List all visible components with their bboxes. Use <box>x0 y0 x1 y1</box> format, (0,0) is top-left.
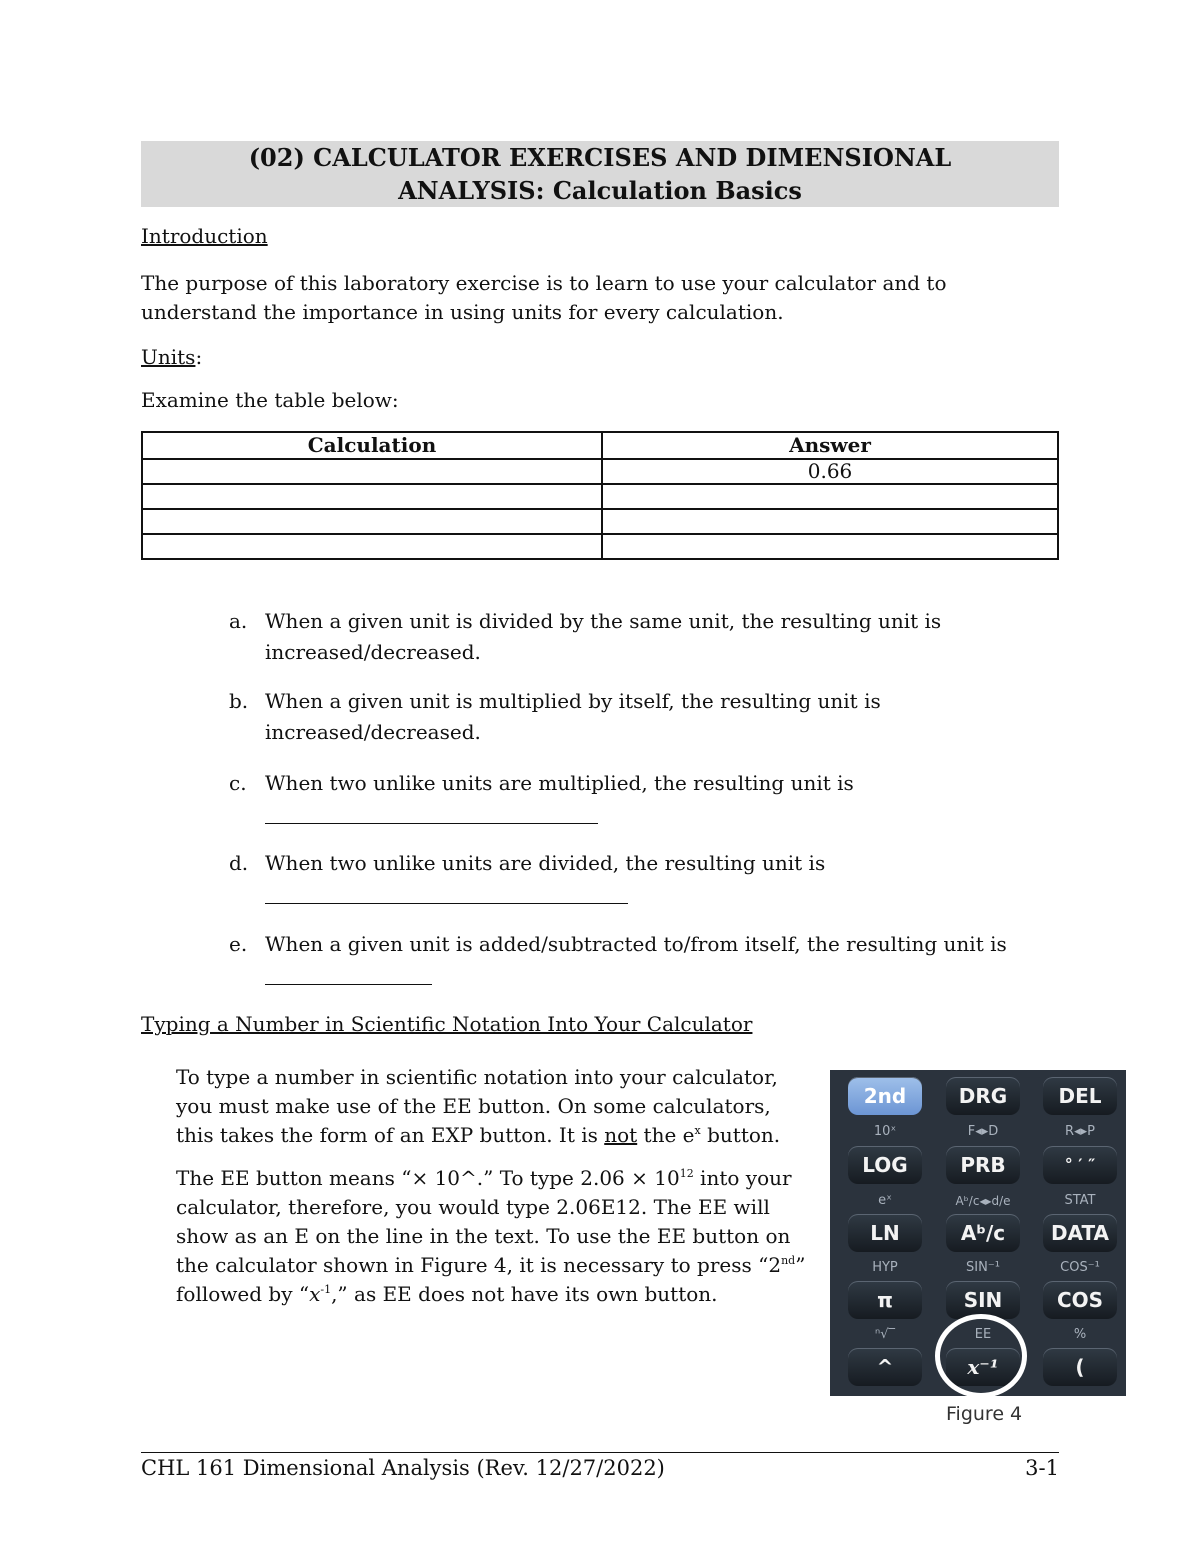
key-x-inverse[interactable]: x⁻¹ <box>946 1348 1020 1386</box>
scientific-notation-heading: Typing a Number in Scientific Notation Into Your Calculator <box>141 1012 753 1036</box>
text-run: into your <box>693 1166 792 1190</box>
table-cell <box>142 459 602 484</box>
question-label: e. <box>229 932 248 956</box>
key-del[interactable]: DEL <box>1043 1077 1117 1115</box>
header-calculation: Calculation <box>142 432 602 459</box>
key-open-paren[interactable]: ( <box>1043 1348 1117 1386</box>
emphasis-not: not <box>604 1123 638 1147</box>
introduction-heading: Introduction <box>141 224 268 248</box>
key-drg-secondary: F◂▸D <box>967 1124 999 1139</box>
question-label: b. <box>229 689 249 713</box>
figure-caption: Figure 4 <box>946 1403 1023 1425</box>
text-run: followed by “ <box>176 1282 310 1306</box>
question-label: a. <box>229 609 248 633</box>
key-pi[interactable]: π <box>848 1281 922 1319</box>
table-row <box>142 459 1058 484</box>
table-row <box>142 534 1058 559</box>
intro-line-1: The purpose of this laboratory exercise is to learn to use your calculator and to <box>141 271 947 295</box>
key-data-secondary: COS⁻¹ <box>1060 1260 1100 1275</box>
table-cell <box>602 484 1058 509</box>
table-cell <box>142 484 602 509</box>
table-header-row <box>142 432 1058 459</box>
table-cell: 0.66 <box>602 459 1058 484</box>
footer-divider <box>141 1452 1059 1453</box>
superscript: 12 <box>679 1167 694 1180</box>
key-degrees-secondary: STAT <box>1064 1193 1096 1208</box>
sci-p2-line-5 <box>176 1280 805 1309</box>
sci-p2-line-2: calculator, therefore, you would type 2.06E12. The EE will <box>176 1195 770 1219</box>
units-colon: : <box>195 345 203 369</box>
text-run: button. <box>700 1123 781 1147</box>
title-line-1: (02) CALCULATOR EXERCISES AND DIMENSIONAL <box>248 143 952 172</box>
italic-x: x <box>309 1282 321 1306</box>
table-row <box>142 484 1058 509</box>
key-data[interactable]: DATA <box>1043 1214 1117 1252</box>
footer-title: CHL 161 Dimensional Analysis (Rev. 12/27/2022) <box>141 1456 665 1480</box>
sci-paragraph-1 <box>176 1063 780 1150</box>
sci-p1-line-3 <box>176 1121 780 1150</box>
intro-paragraph <box>141 269 947 327</box>
question-label: c. <box>229 771 247 795</box>
key-log-secondary: eˣ <box>878 1193 892 1208</box>
superscript: nd <box>781 1254 796 1267</box>
table-cell <box>602 509 1058 534</box>
key-sin[interactable]: SIN <box>946 1281 1020 1319</box>
page-title <box>141 141 1059 207</box>
question-text-line-1: When two unlike units are divided, the resulting unit is <box>265 851 826 875</box>
key-prb[interactable]: PRB <box>946 1146 1020 1184</box>
sci-p2-line-1 <box>176 1164 805 1193</box>
key-prb-secondary: Aᵇ/c◂▸d/e <box>955 1194 1011 1208</box>
key-cos-secondary: % <box>1073 1327 1087 1342</box>
units-table <box>141 431 1059 560</box>
table-cell <box>602 534 1058 559</box>
superscript: x <box>694 1124 701 1137</box>
text-run: this takes the form of an EXP button. It is <box>176 1123 605 1147</box>
highlight-circle <box>935 1314 1027 1398</box>
key-ln-secondary: HYP <box>872 1260 898 1275</box>
answer-blank-e[interactable] <box>265 984 432 985</box>
question-text-line-2: increased/decreased. <box>265 640 481 664</box>
key-log[interactable]: LOG <box>848 1146 922 1184</box>
key-sin-secondary: EE <box>974 1327 992 1342</box>
superscript: -1 <box>320 1283 332 1296</box>
key-cos[interactable]: COS <box>1043 1281 1117 1319</box>
units-heading-line <box>141 343 202 372</box>
text-run: The EE button means “× 10^.” To type 2.06 × 10 <box>176 1166 680 1190</box>
question-text-line-1: When a given unit is divided by the same unit, the resulting unit is <box>265 609 942 633</box>
sci-p2-line-4 <box>176 1251 805 1280</box>
sci-paragraph-2 <box>176 1164 805 1309</box>
text-run: the e <box>637 1123 695 1147</box>
sci-p1-line-1: To type a number in scientific notation into your calculator, <box>176 1065 778 1089</box>
answer-blank-d[interactable] <box>265 903 628 904</box>
text-run: ,” as EE does not have its own button. <box>331 1282 718 1306</box>
units-heading: Units <box>141 345 196 369</box>
question-text-line-2: increased/decreased. <box>265 720 481 744</box>
table-cell <box>142 534 602 559</box>
question-text-line-1: When a given unit is multiplied by itself, the resulting unit is <box>265 689 881 713</box>
question-text-line-1: When a given unit is added/subtracted to/from itself, the resulting unit is <box>265 932 1007 956</box>
key-fraction-secondary: SIN⁻¹ <box>966 1260 1000 1275</box>
question-label: d. <box>229 851 249 875</box>
examine-text: Examine the table below: <box>141 388 399 412</box>
key-pi-secondary: ⁿ√‾ <box>875 1327 895 1342</box>
sci-p2-line-3: show as an E on the line in the text. To use the EE button on <box>176 1224 791 1248</box>
key-fraction[interactable]: Aᵇ/c <box>946 1214 1020 1252</box>
key-2nd-secondary: 10ˣ <box>873 1124 897 1139</box>
header-answer: Answer <box>602 432 1058 459</box>
key-del-secondary: R◂▸P <box>1065 1124 1095 1139</box>
question-text-line-1: When two unlike units are multiplied, the resulting unit is <box>265 771 854 795</box>
text-run: the calculator shown in Figure 4, it is necessary to press “2 <box>176 1253 782 1277</box>
title-line-2: ANALYSIS: Calculation Basics <box>398 176 802 205</box>
key-ln[interactable]: LN <box>848 1214 922 1252</box>
key-caret[interactable]: ^ <box>848 1348 922 1386</box>
text-run: ” <box>795 1253 806 1277</box>
key-degrees[interactable]: ° ′ ″ <box>1043 1146 1117 1184</box>
table-cell <box>142 509 602 534</box>
key-2nd[interactable]: 2nd <box>848 1077 922 1115</box>
table-row <box>142 509 1058 534</box>
intro-line-2: understand the importance in using units for every calculation. <box>141 300 784 324</box>
key-drg[interactable]: DRG <box>946 1077 1020 1115</box>
sci-p1-line-2: you must make use of the EE button. On some calculators, <box>176 1094 771 1118</box>
page-number: 3-1 <box>1025 1456 1059 1480</box>
answer-blank-c[interactable] <box>265 823 598 824</box>
